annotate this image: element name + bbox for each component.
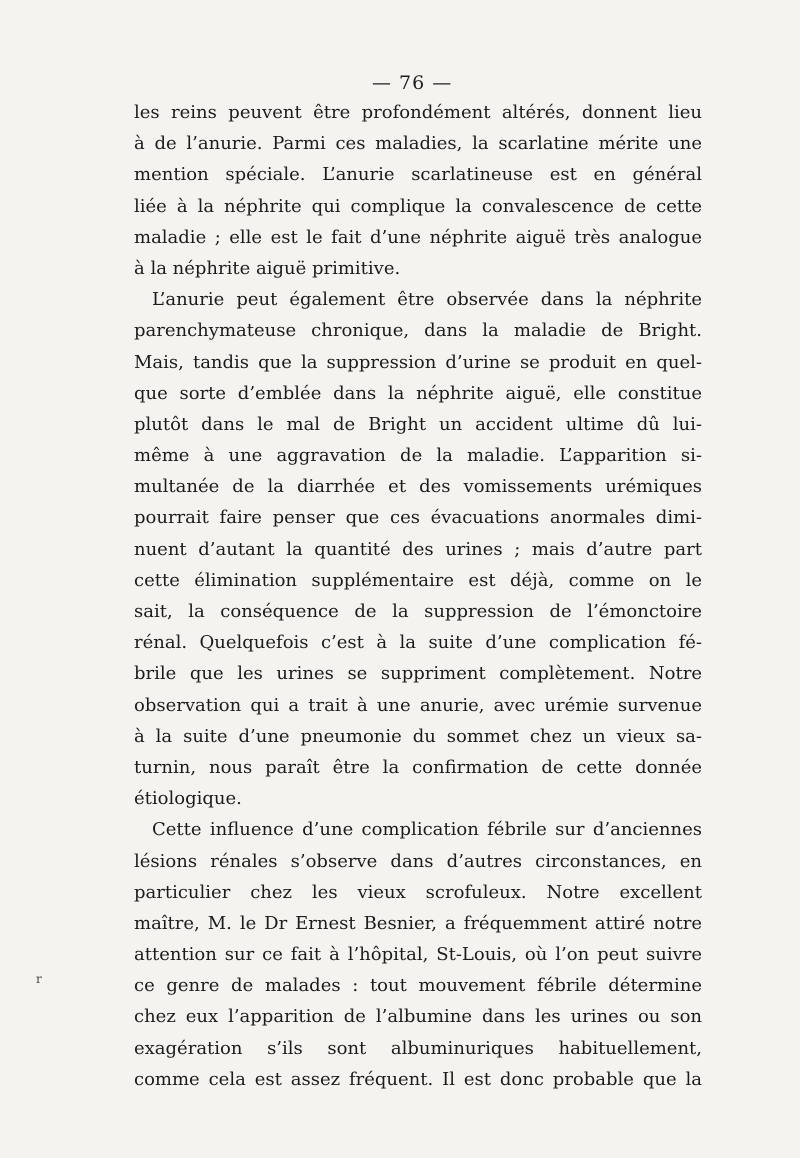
text-line: parenchymateuse chronique, dans la maladie de Bright. [134, 320, 702, 342]
text-line: maître, M. le Dr Ernest Besnier, a fréquemment attiré notre [134, 912, 702, 934]
text-line: turnin, nous paraît être la confirmation de cette donnée [134, 756, 702, 778]
text-line: multanée de la diarrhée et des vomissements urémiques [134, 476, 702, 498]
text-line: que sorte d’emblée dans la néphrite aiguë, elle constitue [134, 382, 702, 404]
text-line: particulier chez les vieux scrofuleux. Notre excellent [134, 881, 702, 903]
text-line: à de l’anurie. Parmi ces maladies, la scarlatine mérite une [134, 133, 702, 155]
text-line: rénal. Quelquefois c’est à la suite d’une complication fé- [134, 632, 702, 654]
text-line: ce genre de malades : tout mouvement fébrile détermine [134, 975, 702, 997]
text-line: nuent d’autant la quantité des urines ; mais d’autre part [134, 538, 702, 560]
text-line: chez eux l’apparition de l’albumine dans les urines ou son [134, 1006, 702, 1028]
text-line: mention spéciale. L’anurie scarlatineuse est en général [134, 164, 702, 186]
page-number: — 76 — [372, 72, 453, 94]
paragraph-2 [134, 284, 702, 814]
text-line: à la néphrite aiguë primitive. [134, 257, 401, 279]
margin-mark: r [36, 972, 42, 986]
text-line: exagération s’ils sont albuminuriques habituellement, [134, 1037, 702, 1059]
text-line: comme cela est assez fréquent. Il est donc probable que la [134, 1068, 702, 1090]
text-line: Cette influence d’une complication fébrile sur d’anciennes [152, 819, 702, 841]
text-line: à la suite d’une pneumonie du sommet chez un vieux sa- [134, 725, 702, 747]
text-line: cette élimination supplémentaire est déjà, comme on le [134, 569, 702, 591]
body-text [134, 97, 702, 1095]
paragraph-3 [134, 814, 702, 1095]
text-line: attention sur ce fait à l’hôpital, St-Louis, où l’on peut suivre [134, 944, 702, 966]
text-line: Mais, tandis que la suppression d’urine se produit en quel- [134, 351, 702, 373]
text-line: liée à la néphrite qui complique la convalescence de cette [134, 195, 702, 217]
text-line: étiologique. [134, 788, 242, 810]
text-line: plutôt dans le mal de Bright un accident ultime dû lui- [134, 413, 702, 435]
text-line: L’anurie peut également être observée dans la néphrite [152, 289, 702, 311]
paragraph-1 [134, 97, 702, 284]
text-line: observation qui a trait à une anurie, avec urémie survenue [134, 694, 702, 716]
text-line: même à une aggravation de la maladie. L’apparition si- [134, 445, 702, 467]
text-line: sait, la conséquence de la suppression de l’émonctoire [134, 601, 702, 622]
text-line: brile que les urines se suppriment complètement. Notre [134, 663, 702, 685]
text-line: maladie ; elle est le fait d’une néphrite aiguë très analogue [134, 226, 702, 248]
text-line: lésions rénales s’observe dans d’autres circonstances, en [134, 850, 702, 872]
text-line: les reins peuvent être profondément altérés, donnent lieu [134, 102, 702, 123]
text-line: pourrait faire penser que ces évacuations anormales dimi- [134, 507, 702, 529]
